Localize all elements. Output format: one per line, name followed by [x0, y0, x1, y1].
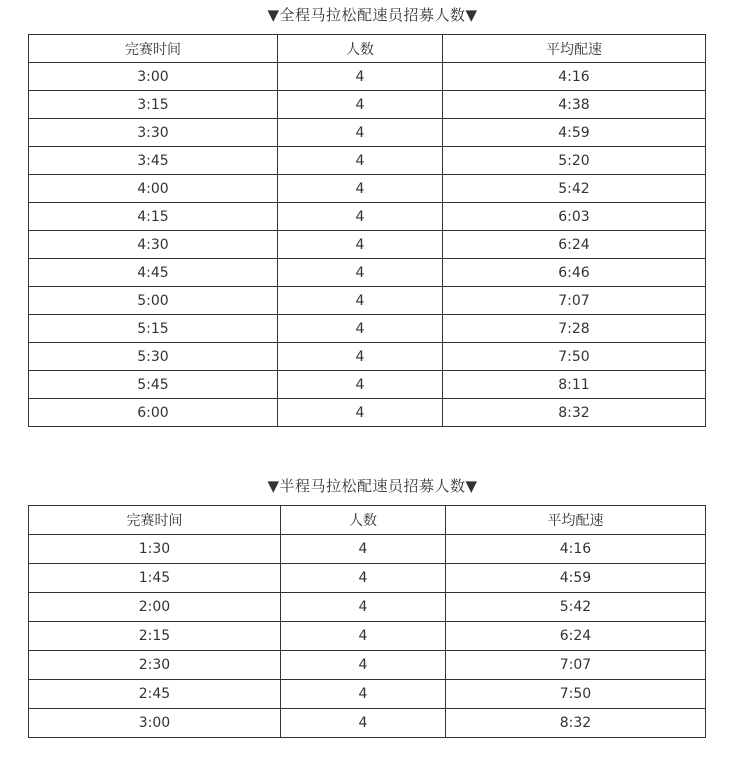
finish-time-cell: 5:00 [29, 287, 278, 315]
avg-pace-cell: 4:59 [443, 119, 706, 147]
avg-pace-cell: 6:03 [443, 203, 706, 231]
table-row [29, 259, 706, 287]
finish-time-cell: 5:15 [29, 315, 278, 343]
full-marathon-table [28, 34, 706, 427]
table-row [29, 119, 706, 147]
finish-time-cell: 1:30 [29, 535, 281, 564]
count-cell: 4 [278, 371, 443, 399]
table-row [29, 147, 706, 175]
finish-time-cell: 1:45 [29, 564, 281, 593]
avg-pace-cell: 4:16 [446, 535, 706, 564]
count-cell: 4 [281, 564, 446, 593]
header-count: 人数 [281, 506, 446, 535]
avg-pace-cell: 6:46 [443, 259, 706, 287]
table-row [29, 622, 706, 651]
table-row [29, 231, 706, 259]
table-row [29, 399, 706, 427]
avg-pace-cell: 7:07 [443, 287, 706, 315]
count-cell: 4 [278, 119, 443, 147]
finish-time-cell: 2:45 [29, 680, 281, 709]
table-row [29, 709, 706, 738]
header-avg-pace: 平均配速 [443, 35, 706, 63]
count-cell: 4 [281, 593, 446, 622]
count-cell: 4 [278, 343, 443, 371]
table-row [29, 651, 706, 680]
count-cell: 4 [281, 535, 446, 564]
finish-time-cell: 2:00 [29, 593, 281, 622]
count-cell: 4 [281, 651, 446, 680]
half-marathon-table [28, 505, 706, 738]
table-row [29, 287, 706, 315]
finish-time-cell: 3:45 [29, 147, 278, 175]
finish-time-cell: 3:00 [29, 63, 278, 91]
table-row [29, 371, 706, 399]
finish-time-cell: 4:15 [29, 203, 278, 231]
avg-pace-cell: 5:20 [443, 147, 706, 175]
avg-pace-cell: 7:50 [446, 680, 706, 709]
half-marathon-title: ▼半程马拉松配速员招募人数▼ [267, 477, 478, 495]
finish-time-cell: 2:30 [29, 651, 281, 680]
count-cell: 4 [278, 399, 443, 427]
table-row [29, 315, 706, 343]
table-row [29, 564, 706, 593]
finish-time-cell: 4:30 [29, 231, 278, 259]
finish-time-cell: 3:00 [29, 709, 281, 738]
header-finish-time: 完赛时间 [29, 35, 278, 63]
finish-time-cell: 5:30 [29, 343, 278, 371]
avg-pace-cell: 4:38 [443, 91, 706, 119]
table-row [29, 91, 706, 119]
avg-pace-cell: 7:50 [443, 343, 706, 371]
count-cell: 4 [278, 231, 443, 259]
avg-pace-cell: 8:11 [443, 371, 706, 399]
count-cell: 4 [278, 259, 443, 287]
table-row [29, 203, 706, 231]
table-row [29, 175, 706, 203]
avg-pace-cell: 8:32 [446, 709, 706, 738]
table-row [29, 593, 706, 622]
avg-pace-cell: 5:42 [446, 593, 706, 622]
avg-pace-cell: 6:24 [446, 622, 706, 651]
avg-pace-cell: 6:24 [443, 231, 706, 259]
table-header-row [29, 506, 706, 535]
finish-time-cell: 2:15 [29, 622, 281, 651]
avg-pace-cell: 7:07 [446, 651, 706, 680]
count-cell: 4 [278, 315, 443, 343]
table-row [29, 680, 706, 709]
header-count: 人数 [278, 35, 443, 63]
finish-time-cell: 3:30 [29, 119, 278, 147]
count-cell: 4 [281, 622, 446, 651]
table-header-row [29, 35, 706, 63]
count-cell: 4 [278, 175, 443, 203]
avg-pace-cell: 5:42 [443, 175, 706, 203]
count-cell: 4 [278, 147, 443, 175]
header-finish-time: 完赛时间 [29, 506, 281, 535]
avg-pace-cell: 4:16 [443, 63, 706, 91]
header-avg-pace: 平均配速 [446, 506, 706, 535]
count-cell: 4 [278, 203, 443, 231]
count-cell: 4 [278, 287, 443, 315]
avg-pace-cell: 4:59 [446, 564, 706, 593]
avg-pace-cell: 7:28 [443, 315, 706, 343]
count-cell: 4 [281, 680, 446, 709]
table-row [29, 63, 706, 91]
finish-time-cell: 3:15 [29, 91, 278, 119]
finish-time-cell: 4:00 [29, 175, 278, 203]
count-cell: 4 [278, 91, 443, 119]
table-row [29, 535, 706, 564]
finish-time-cell: 6:00 [29, 399, 278, 427]
count-cell: 4 [281, 709, 446, 738]
table-row [29, 343, 706, 371]
full-marathon-title: ▼全程马拉松配速员招募人数▼ [267, 6, 478, 24]
finish-time-cell: 4:45 [29, 259, 278, 287]
avg-pace-cell: 8:32 [443, 399, 706, 427]
finish-time-cell: 5:45 [29, 371, 278, 399]
count-cell: 4 [278, 63, 443, 91]
